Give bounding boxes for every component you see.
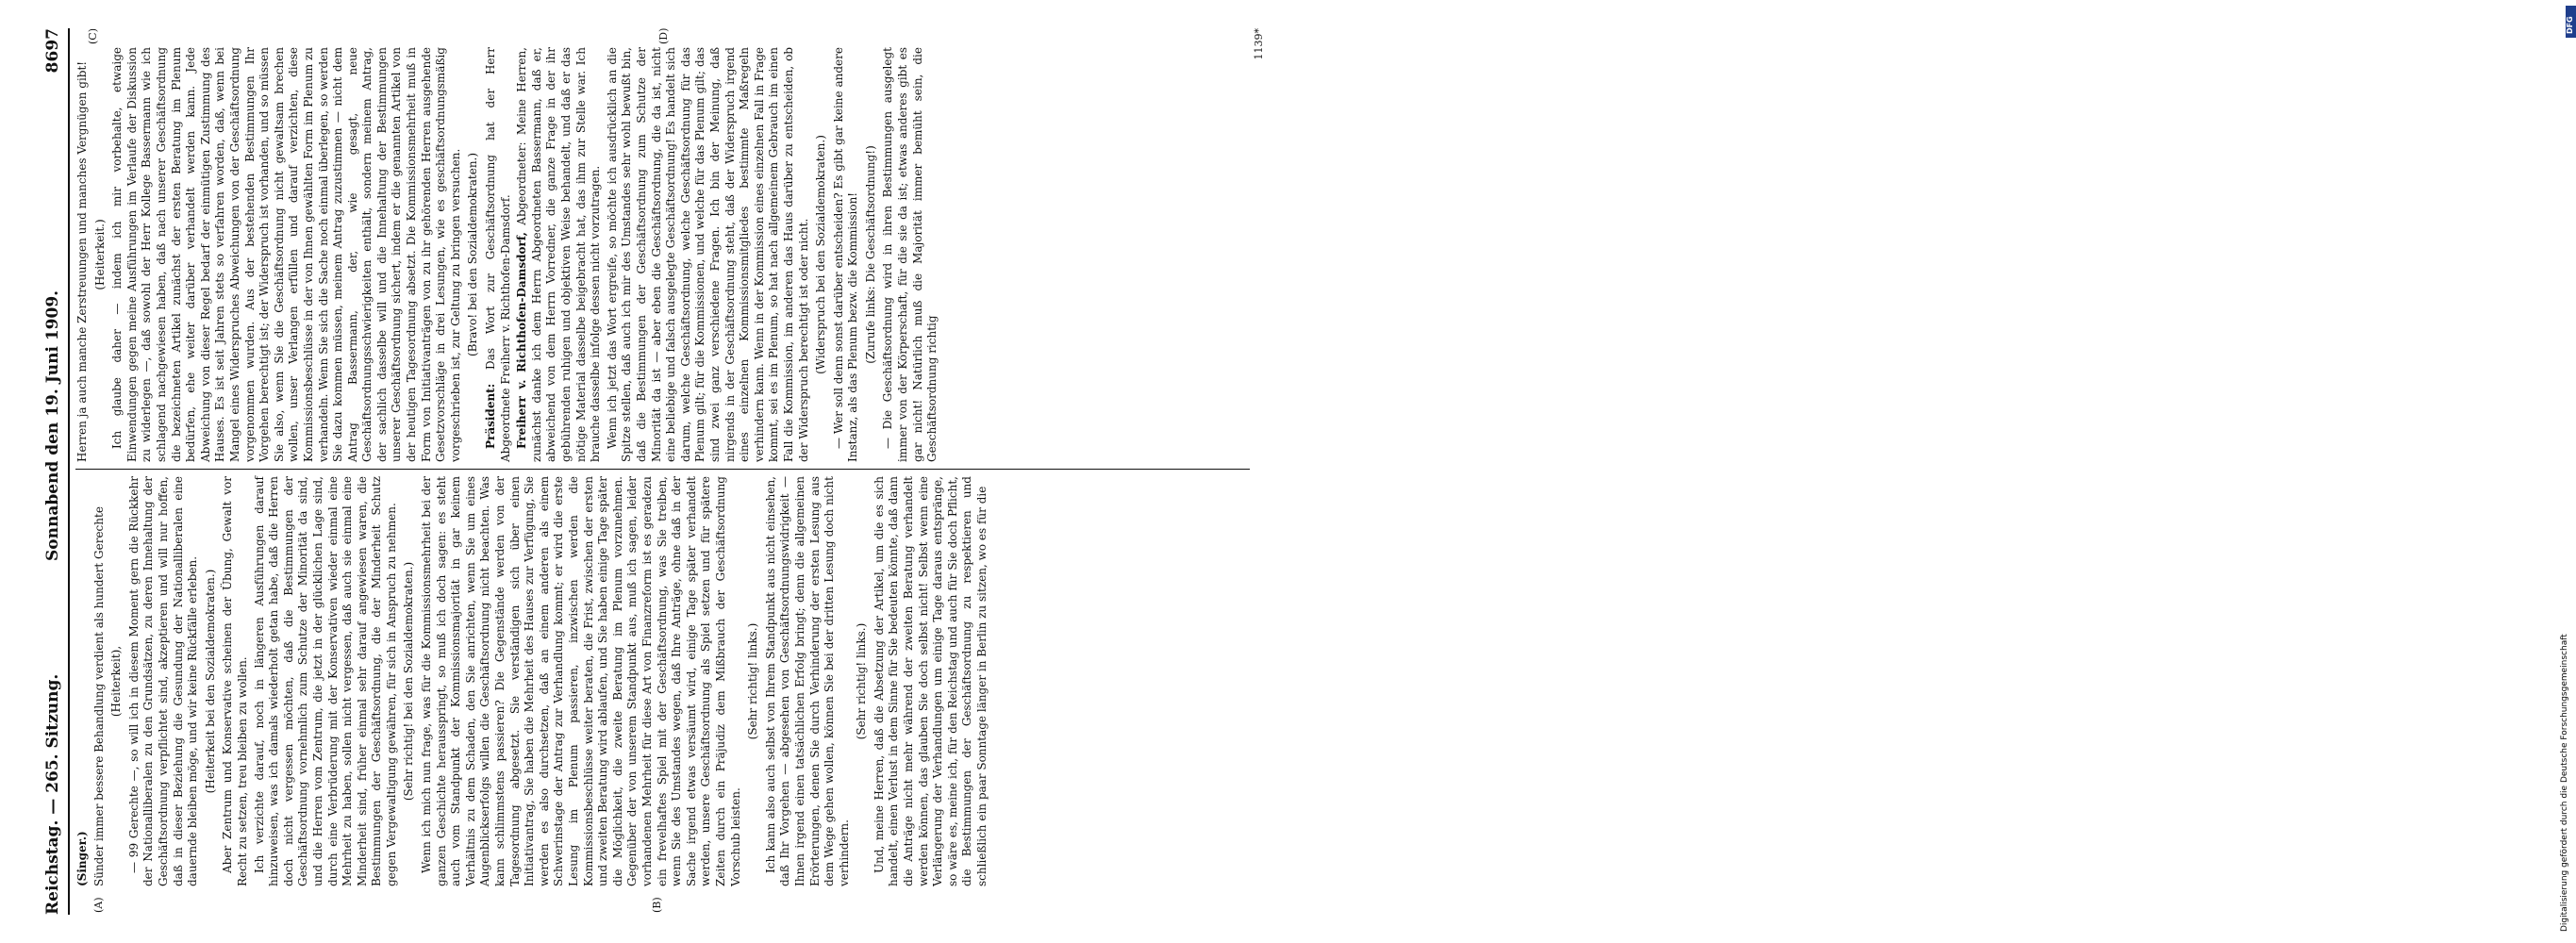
speaker-paragraph [515, 47, 604, 462]
reaction: (Sehr richtig! links.) [746, 622, 760, 740]
dfg-logo: DFG [2566, 6, 2576, 38]
paragraph: — Die Geschäftsordnung wird in ihren Bestimmungen ausgelegt immer von der Körperschaft, für die sie da ist; etwas anderes gibt es gar nicht! Natürlich muß die Majorität immer bemüht sein, die Geschäftsordnung richtig [881, 47, 939, 462]
reaction: (Heiterkeit.) [92, 219, 107, 290]
digitization-credit: Digitalisierung gefördert durch die Deutsche Forschungsgemeinschaft [2560, 634, 2569, 932]
header-session: Reichstag. — 265. Sitzung. [43, 673, 62, 915]
right-text-column [75, 47, 1250, 462]
page-header [38, 28, 66, 915]
reaction: (Sehr richtig! bei den Sozialdemokraten.) [402, 561, 416, 802]
margin-marker-d: (D) [657, 27, 670, 44]
margin-marker-c: (C) [87, 28, 99, 44]
margin-marker-a: (A) [92, 897, 105, 913]
left-text-column [75, 476, 1250, 886]
paragraph: Ich glaube daher — indem ich mir vorbehalte, etwaige Einwendungen gegen meine Ausführungen im Verlaufe der Diskussion zu widerlegen —, daß sowohl der Herr Kollege Bassermann wie ich schlagend nachgewiesen haben, daß nach unserer Geschäftsordnung die bezeichneten Artikel zunächst der ersten Beratung im Plenum bedürfen, ehe weiter darüber verhandelt werden kann. Jede Abweichung von dieser Regel bedarf der einmütigen Zustimmung des Hauses. Es ist seit Jahren stets so verfahren worden, daß, wenn bei Mangel eines Widerspruches Abweichungen von der Geschäftsordnung vorgenommen wurden. Aus der bestehenden Bestimmungen Ihr Vorgehen berechtigt ist; der Widerspruch ist vorhanden, und so müssen Sie also, wenn Sie die Geschäftsordnung nicht gewaltsam brechen wollen, unser Verlangen erfüllen und darauf verzichten, diese Kommissionsbeschlüsse in der von Ihnen gewählten Form im Plenum zu verhandeln. Wenn Sie sich die Sache noch einmal überlegen, so werden Sie dazu kommen müssen, meinem Antrag zuzustimmen — nicht dem Antrag Bassermann, der, wie gesagt, neue Geschäftsordnungsschwierigkeiten enthält, sondern meinem Antrag, der sachlich dasselbe will und die Innehaltung der Bestimmungen unserer Geschäftsordnung sichert, indem er die genannten Artikel von der heutigen Tagesordnung absetzt. Die Kommissionsmehrheit muß in Form von Initiativanträgen von zu ihr gehörenden Herren ausgehende Gesetzvorschläge in drei Lesungen, wie es geschäftsordnungsmäßig vorgeschrieben ist, zur Geltung zu bringen versuchen. [110, 47, 462, 462]
paragraph: Herren ja auch manche Zerstreuungen und manches Vergnügen gibt! [75, 60, 89, 462]
margin-strip [1273, 0, 2574, 943]
reaction: (Heiterkeit), [109, 645, 124, 718]
column-divider [75, 469, 1250, 470]
paragraph: Und, meine Herren, daß die Absetzung der Artikel, um die es sich handelt, einen Verlust in dem Sinne für Sie bedeuten könnte, daß dann die Anträge nicht mehr während der zweiten Beratung verhandelt werden können, das glauben Sie doch selbst nicht! Selbst wenn eine Verlängerung der Verhandlungen um einige Tage daraus entspränge, so wäre es, meine ich, für den Reichstag und auch für Sie doch Pflicht, die Bestimmungen der Geschäftsordnung zu respektieren und schließlich ein paar Sonntage länger in Berlin zu sitzen, wo es für die [872, 476, 989, 886]
paragraph-text: Abgeordneter: Meine Herren, zunächst danke ich dem Herrn Abgeordneten Bassermann, daß er, abweichend von dem Herrn Vorredner, die ganze Frage in der ihr gebührenden ruhigen und objektiven Weise behandelt, und daß er das nötige Material dasselbe beigebracht hat, das ihm zur Stelle war. Ich brauche dasselbe infolge dessen nicht vorzutragen. [515, 47, 603, 462]
reaction: (Zurufe links: Die Geschäftsordnung!) [863, 145, 877, 364]
sheet-signature: 1139* [1253, 28, 1265, 60]
paragraph-text: Das Wort zur Geschäftsordnung hat der Herr Abgeordnete Freiherr v. Richthofen-Damsdorf. [484, 47, 512, 462]
paragraph: — 99 Gerechte —, so will ich in diesem Moment gern die Rückkehr der Nationalliberalen zu den Grundsätzen, zu deren Innehaltung der Geschäftsordnung verpflichtet sind, akzeptieren und will nur hoffen, daß in dieser Beziehung die Gesundung der Nationalliberalen eine dauernde bleiben möge, und wir keine Rückfälle erleben. [126, 476, 200, 886]
paragraph: Aber Zentrum und Konservative scheinen der Übung, Gewalt vor Recht zu setzen, treu bleiben zu wollen. [221, 476, 249, 886]
header-rule [68, 28, 70, 915]
reaction: (Heiterkeit bei den Sozialdemokraten.) [203, 569, 217, 794]
paragraph: Wenn ich mich nun frage, was für die Kommissionsmehrheit bei der ganzen Geschichte herausspringt, so muß ich doch sagen: es steht auch vom Standpunkt der Kommissionsmajorität in gar keinem Verhältnis zu dem Schaden, den Sie anrichten, wenn Sie um eines Augenblickserfolgs willen die Geschäftsordnung nicht beachten. Was kann schlimmstens passieren? Die Gegenstände werden von der Tagesordnung abgesetzt. Sie verständigen sich über einen Initiativantrag, Sie haben die Mehrheit des Hauses zur Verfügung, Sie werden es also durchsetzen, daß an einem anderen als einem Schwerinstage der Antrag zur Verhandlung kommt; er wird die erste Lesung im Plenum passieren, inzwischen werden die Kommissionsbeschlüsse weiter beraten, die Frist, zwischen der ersten und zweiten Beratung wird ablaufen, und Sie haben einige Tage später die Möglichkeit, die zweite Beratung im Plenum vorzunehmen. Gegenüber der von unserem Standpunkt aus, muß ich sagen, leider vorhandenen Mehrheit für diese Art von Finanzreform ist es geradezu ein frevelhaftes Spiel mit der Geschäftsordnung, was Sie treiben, wenn Sie des Umstandes wegen, daß Ihre Anträge, ohne daß in der Sache irgend etwas versäumt wird, einige Tage später verhandelt werden, unsere Geschäftsordnung als Spiel setzen und für spätere Zeiten durch ein Präjudiz dem Mißbrauch der Geschäftsordnung Vorschub leisten. [420, 476, 742, 886]
paragraph: Ich kann also auch selbst von Ihrem Standpunkt aus nicht einsehen, daß Ihr Vorgehen — abgesehen von Geschäftsordnungswidrigkeit — Ihnen irgend einen tatsächlichen Erfolg bringt; denn die allgemeinen Erörterungen, denen Sie durch Verhinderung der ersten Lesung aus dem Wege gehen wollen, können Sie bei der dritten Lesung doch nicht verhindern. [763, 476, 851, 886]
president-label: Präsident: [484, 383, 498, 449]
reaction: (Widerspruch bei den Sozialdemokraten.) [814, 135, 828, 374]
rotated-document-page [0, 0, 1269, 943]
speaker-label: Freiherr v. Richthofen-Damsdorf, [515, 232, 529, 449]
reaction: (Sehr richtig! links.) [855, 622, 869, 740]
header-date: Sonnabend den 19. Juni 1909. [43, 290, 62, 561]
paragraph: Wenn ich jetzt das Wort ergreife, so möchte ich ausdrücklich an die Spitze stellen, daß auch ich mir des Umstandes sehr wohl bewußt bin, daß die Bestimmungen der Geschäftsordnung zum Schutze der Minorität da ist — aber eben die Geschäftsordnung, die da ist, nicht eine beliebige und falsch ausgelegte Geschäftsordnung! Es handelt sich darum, welche Geschäftsordnung, welche Geschäftsordnung für das Plenum gilt; für die Kommissionen, und welche für das Plenum gilt; das sind zwei ganz verschiedene Fragen. Ich bin der Meinung, daß nirgends in der Geschäftsordnung steht, daß der Widerspruch irgend eines einzelnen Kommissionsmitgliedes bestimmte Maßregeln verhindern kann. Wenn in der Kommission eines einzelnen Fall in Frage kommt, sei es im Plenum, so hat nach allgemeinem Gebrauch im einen Fall die Kommission, im anderen das Haus darüber zu entscheiden, ob der Widerspruch berechtigt ist oder nicht. [605, 47, 810, 462]
reaction: (Bravo! bei den Sozialdemokraten.) [466, 152, 480, 357]
president-paragraph [484, 47, 513, 462]
page-number: 8697 [43, 28, 62, 74]
margin-marker-b: (B) [651, 897, 663, 913]
paragraph: Ich verzichte darauf, noch in längeren Ausführungen darauf hinzuweisen, was ich damals wiederholt getan habe, daß die Herren doch nicht vergessen möchten, daß die Bestimmungen der Geschäftsordnung vornehmlich zum Schutze der Minorität da sind, und die Herren vom Zentrum, die jetzt in der glücklichen Lage sind, durch eine Verbrüderung mit der Konservativen wieder einmal eine Mehrheit zu haben, sollen nicht vergessen, daß auch sie einmal eine Minderheit sind, früher einmal sehr darauf angewiesen waren, die Bestimmungen der Geschäftsordnung, die der Minderheit Schutz gegen Vergewaltigung gewähren, für sich in Anspruch zu nehmen. [252, 476, 398, 886]
paragraph: Sünder immer bessere Behandlung verdient als hundert Gerechte [91, 506, 106, 886]
paragraph: — Wer soll denn sonst darüber entscheiden? Es gibt gar keine andere Instanz, als das Plenum bezw. die Kommission! [831, 47, 860, 462]
speaker-name: (Singer.) [75, 831, 89, 886]
